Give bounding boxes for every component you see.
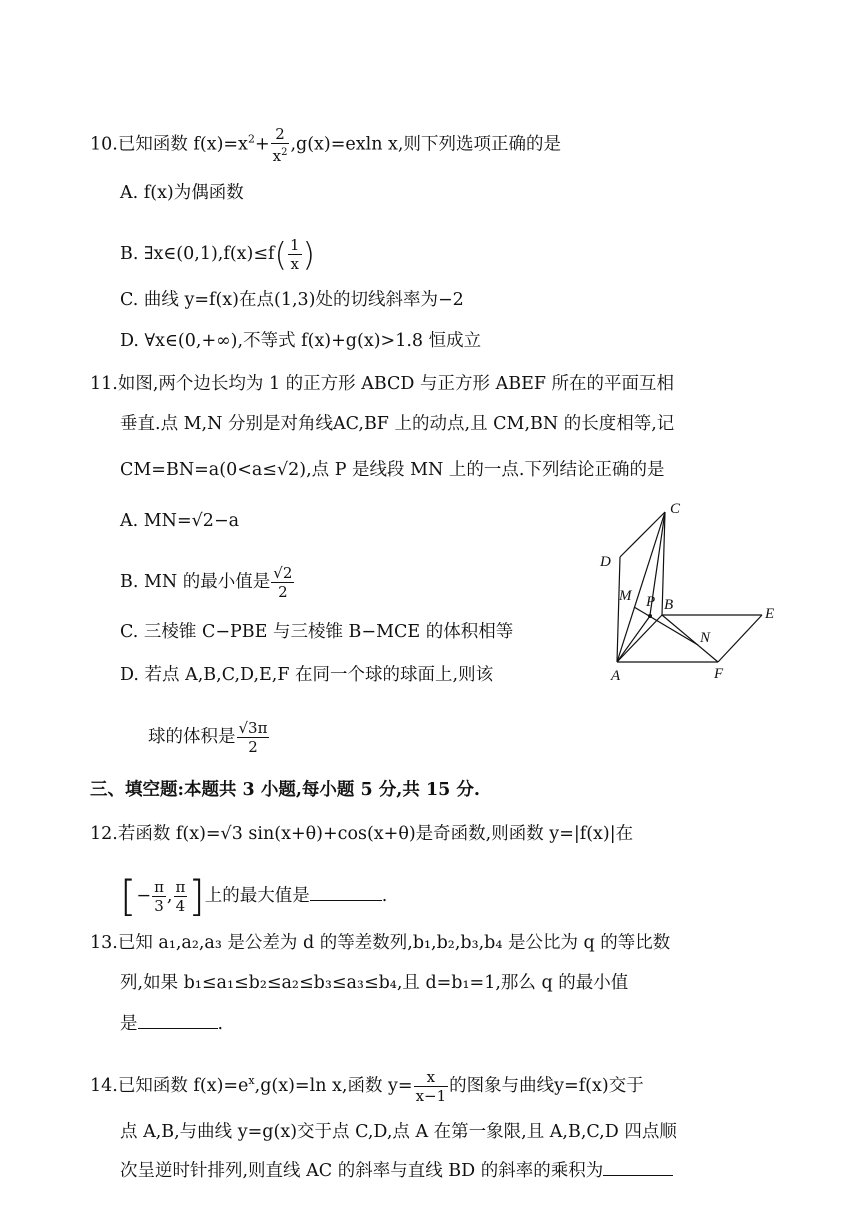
q11-opt-d2-prefix: 球的体积是 [148, 727, 236, 747]
q11-option-b [120, 564, 295, 601]
q13-line1: 13.已知 a₁,a₂,a₃ 是公差为 d 的等差数列,b₁,b₂,b₃,b₄ 是公比为 q 的等比数 [90, 933, 671, 953]
q13-end: . [217, 1014, 224, 1034]
q12-lbracket: [ [120, 871, 137, 921]
label-m: M [619, 588, 632, 604]
edge-ab [617, 615, 662, 662]
label-n: N [700, 630, 711, 646]
q10-fraction [271, 125, 290, 165]
q12-answer-blank[interactable] [310, 900, 382, 901]
q11-line2: 垂直.点 M,N 分别是对角线AC,BF 上的动点,且 CM,BN 的长度相等,记 [120, 414, 675, 434]
q10-sup: 2 [247, 132, 255, 146]
q12-frac2-num: π [175, 878, 186, 896]
q10-stem-suffix: ,g(x)=exln x,则下列选项正确的是 [290, 134, 561, 155]
q12-comma: , [166, 886, 173, 906]
q14-sup-x: x [248, 1074, 255, 1088]
label-p: P [646, 594, 656, 610]
q11-opt-b-den: 2 [278, 583, 288, 601]
q12-frac1-den: 3 [154, 897, 164, 915]
q12-minus: − [136, 886, 152, 906]
q14-line1 [90, 1068, 644, 1105]
q14-suffix: 的图象与曲线y=f(x)交于 [449, 1076, 644, 1096]
label-a: A [611, 668, 621, 684]
q10-option-b [120, 236, 315, 273]
label-d: D [600, 554, 611, 570]
q12-rbracket: ] [188, 871, 205, 921]
q12-frac1 [152, 878, 166, 915]
q10-frac-den [271, 144, 290, 165]
q10-plus: + [254, 134, 270, 155]
q10-frac-num: 2 [271, 125, 290, 144]
q14-frac-num: x [414, 1068, 449, 1087]
q12-frac1-num: π [154, 878, 164, 896]
q10-opt-b-num: 1 [289, 236, 300, 254]
q10-frac-den-x: x [272, 147, 282, 165]
section-3-heading: 三、填空题:本题共 3 小题,每小题 5 分,共 15 分. [90, 780, 480, 800]
label-b: B [664, 597, 674, 613]
q14-line2: 点 A,B,与曲线 y=g(x)交于点 C,D,点 A 在第一象限,且 A,B,C,D 四点顺 [120, 1122, 677, 1142]
q11-line3: CM=BN=a(0<a≤√2),点 P 是线段 MN 上的一点.下列结论正确的是 [120, 460, 665, 480]
q10-stem-prefix: 10.已知函数 f(x)=x [90, 134, 248, 155]
q11-option-d-cont [148, 719, 270, 756]
q10-opt-b-prefix: B. ∃x∈(0,1),f(x)≤f [120, 244, 275, 264]
q13-prefix: 是 [120, 1014, 138, 1034]
q11-opt-d2-fraction [237, 719, 270, 756]
q10-opt-b-fraction [288, 236, 302, 273]
q14-prefix: 14.已知函数 f(x)=e [90, 1076, 249, 1096]
q11-opt-b-prefix: B. MN 的最小值是 [120, 572, 271, 592]
q10-opt-b-rparen: ) [302, 235, 316, 274]
point-p-dot [648, 614, 652, 618]
q12-frac2-den: 4 [175, 897, 186, 915]
label-c: C [670, 501, 681, 517]
q11-opt-d2-num: √3π [238, 719, 268, 737]
q10-option-c: C. 曲线 y=f(x)在点(1,3)处的切线斜率为−2 [120, 290, 464, 310]
q10-stem [90, 125, 561, 165]
q14-line3-text: 次呈逆时针排列,则直线 AC 的斜率与直线 BD 的斜率的乘积为 [120, 1161, 604, 1181]
q11-line1: 11.如图,两个边长均为 1 的正方形 ABCD 与正方形 ABEF 所在的平面互相 [90, 374, 675, 394]
q14-frac-den: x−1 [415, 1087, 447, 1105]
q14-fraction [414, 1068, 449, 1105]
segment-ap [617, 616, 650, 662]
q11-opt-b-num: √2 [273, 564, 293, 582]
q10-option-d: D. ∀x∈(0,+∞),不等式 f(x)+g(x)>1.8 恒成立 [120, 331, 482, 351]
label-f: F [714, 666, 724, 682]
figure-lines [617, 512, 762, 662]
q13-answer-blank[interactable] [138, 1028, 218, 1029]
diagonal-ac [617, 512, 665, 662]
q12-frac2 [174, 878, 188, 915]
q11-option-c: C. 三棱锥 C−PBE 与三棱锥 B−MCE 的体积相等 [120, 622, 514, 642]
q11-option-a: A. MN=√2−a [120, 511, 240, 531]
q12-suffix: 上的最大值是 [204, 886, 310, 906]
q11-opt-d2-den: 2 [248, 738, 258, 756]
q14-line3 [120, 1160, 673, 1182]
edge-ad [617, 557, 620, 662]
squares-figure [590, 497, 790, 687]
q12-line2 [120, 871, 388, 921]
label-e: E [765, 606, 775, 622]
q11-option-d: D. 若点 A,B,C,D,E,F 在同一个球的球面上,则该 [120, 665, 494, 685]
q11-opt-b-fraction [271, 564, 294, 601]
q10-opt-b-den: x [290, 255, 299, 273]
q12-line1: 12.若函数 f(x)=√3 sin(x+θ)+cos(x+θ)是奇函数,则函数 y=|f(x)|在 [90, 824, 634, 844]
q10-opt-b-lparen: ( [274, 235, 287, 274]
edge-fe [718, 615, 762, 662]
q13-line3 [120, 1013, 223, 1035]
q10-frac-den-sup: 2 [281, 147, 288, 158]
q10-option-a: A. f(x)为偶函数 [120, 183, 244, 203]
q14-answer-blank[interactable] [603, 1175, 673, 1176]
q12-end: . [381, 886, 388, 906]
q14-mid: ,g(x)=ln x,函数 y= [254, 1076, 413, 1096]
q13-line2: 列,如果 b₁≤a₁≤b₂≤a₂≤b₃≤a₃≤b₄,且 d=b₁=1,那么 q 的最小值 [120, 973, 629, 993]
